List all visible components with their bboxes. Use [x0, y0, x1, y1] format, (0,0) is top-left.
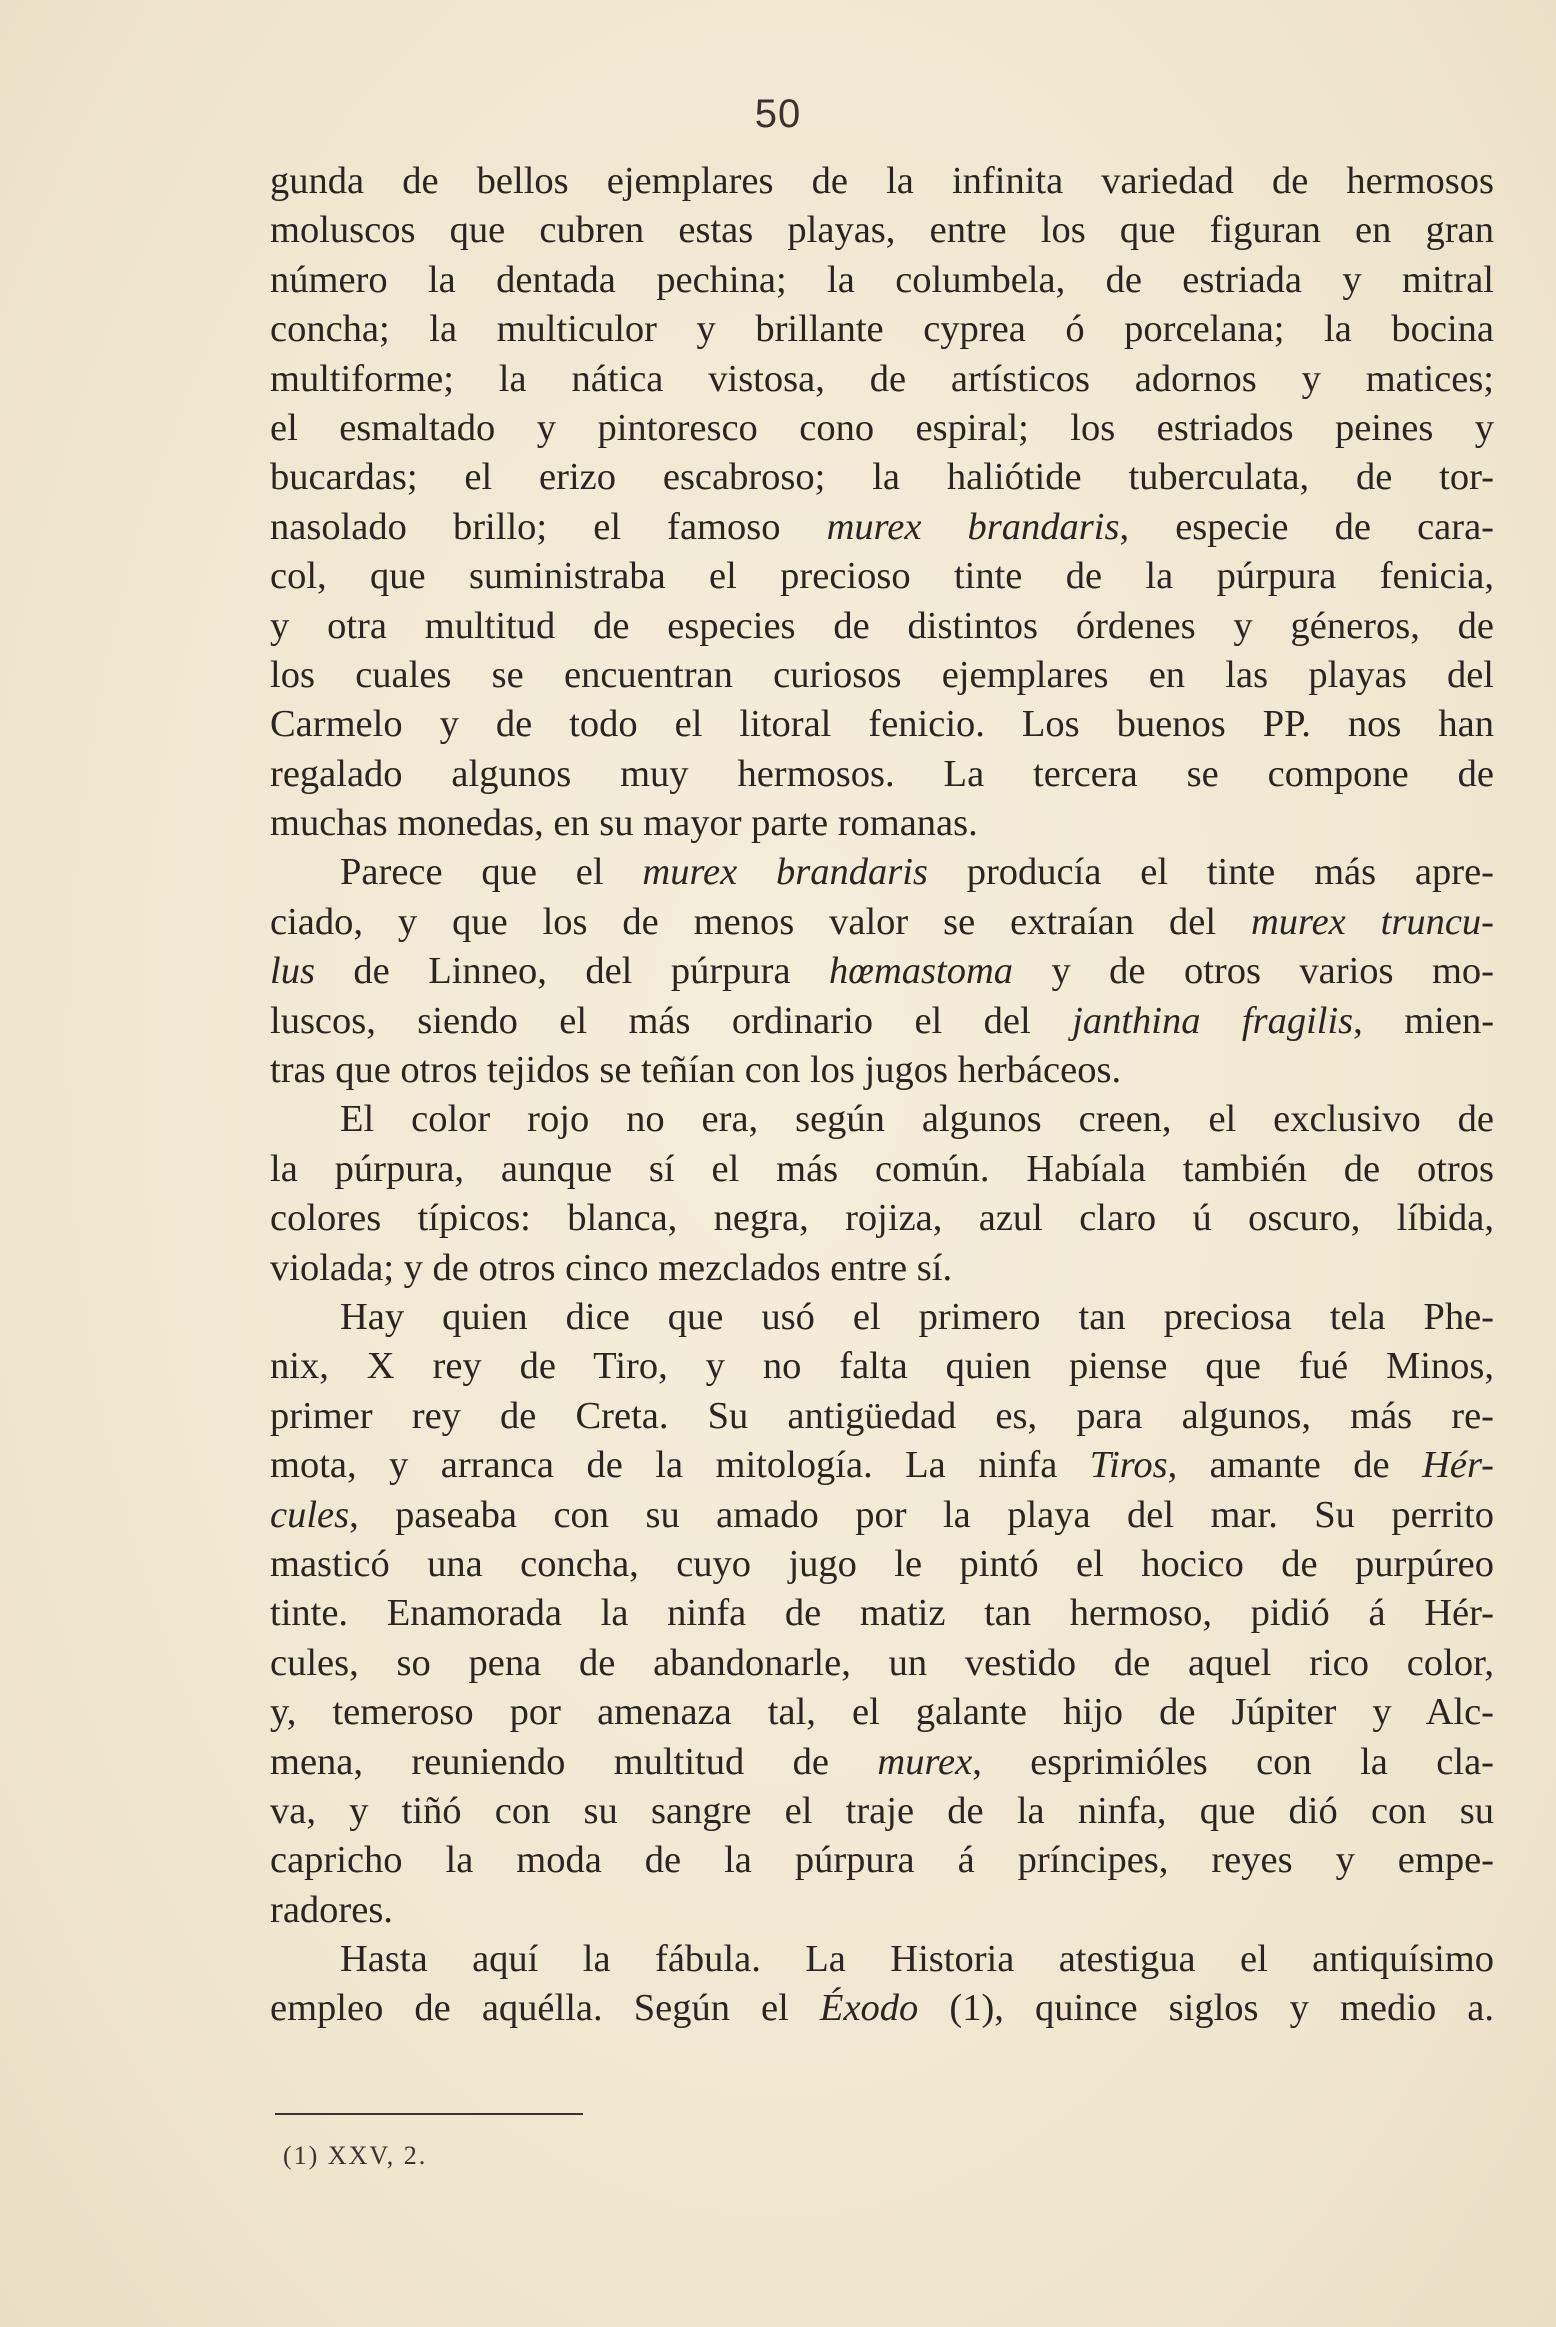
text-run: y otra multitud de especies de distintos órdenes y géneros, de: [270, 604, 1494, 647]
text-run: , paseaba con su amado por la playa del mar. Su perrito: [349, 1493, 1494, 1536]
text-line: [270, 1935, 1494, 1984]
text-line: [270, 997, 1494, 1046]
text-run: El color rojo no era, según algunos creen, el exclusivo de: [340, 1098, 1494, 1141]
text-line: [270, 1787, 1494, 1836]
text-line: [270, 1342, 1494, 1391]
italic-term: lus: [270, 950, 315, 993]
text-line: [270, 1836, 1494, 1885]
text-line: [270, 552, 1494, 601]
text-line: [270, 256, 1494, 305]
text-line: [270, 1688, 1494, 1737]
text-run: va, y tiñó con su sangre el traje de la ninfa, que dió con su: [270, 1789, 1494, 1832]
text-run: colores típicos: blanca, negra, rojiza, azul claro ú oscuro, líbida,: [270, 1197, 1494, 1240]
italic-term: murex brandaris: [826, 505, 1120, 548]
text-run: Parece que el: [340, 851, 643, 894]
footnote-rule: [275, 2113, 583, 2115]
text-line: [270, 947, 1494, 996]
italic-term: Éxodo: [819, 1987, 919, 2030]
text-run: tinte. Enamorada la ninfa de matiz tan hermoso, pidió á Hér-: [270, 1592, 1494, 1635]
text-run: gunda de bellos ejemplares de la infinita variedad de hermosos: [270, 160, 1494, 202]
italic-term: Tiros: [1089, 1444, 1168, 1487]
text-line: [270, 1540, 1494, 1589]
text-line: [270, 206, 1494, 255]
text-line: [270, 651, 1494, 700]
text-run: mota, y arranca de la mitología. La ninfa: [270, 1444, 1090, 1487]
text-run: (1), quince siglos y medio a.: [918, 1987, 1494, 2030]
text-run: masticó una concha, cuyo jugo le pintó el hocico de purpúreo: [270, 1542, 1494, 1585]
text-run: y, temeroso por amenaza tal, el galante hijo de Júpiter y Alc-: [270, 1691, 1494, 1734]
text-line: [270, 1984, 1494, 2033]
footnote: (1) XXV, 2.: [283, 2141, 428, 2170]
text-line: [270, 1244, 1494, 1293]
text-line: [270, 157, 1494, 206]
body-text: [270, 157, 1494, 2034]
text-line: [270, 799, 1494, 848]
text-run: violada; y de otros cinco mezclados entre sí.: [270, 1246, 953, 1289]
text-run: concha; la multiculor y brillante cyprea ó porcelana; la bocina: [270, 308, 1494, 351]
text-run: luscos, siendo el más ordinario el del: [270, 999, 1073, 1042]
text-run: moluscos que cubren estas playas, entre los que figuran en gran: [270, 209, 1494, 252]
text-line: [270, 1392, 1494, 1441]
text-run: multiforme; la nática vistosa, de artísticos adornos y matices;: [270, 357, 1494, 400]
text-line: [270, 453, 1494, 502]
text-run: mena, reuniendo multitud de: [270, 1740, 878, 1783]
text-run: los cuales se encuentran curiosos ejemplares en las playas del: [270, 653, 1494, 696]
text-line: [270, 1639, 1494, 1688]
text-line: [270, 1491, 1494, 1540]
text-line: [270, 848, 1494, 897]
italic-term: murex truncu-: [1250, 900, 1495, 943]
text-line: [270, 1293, 1494, 1342]
text-line: [270, 1194, 1494, 1243]
text-run: Hasta aquí la fábula. La Historia atestigua el antiquísimo: [340, 1938, 1494, 1981]
text-run: producía el tinte más apre-: [927, 851, 1494, 894]
text-run: número la dentada pechina; la columbela, de estriada y mitral: [270, 258, 1494, 301]
text-run: capricho la moda de la púrpura á príncipes, reyes y empe-: [270, 1839, 1494, 1882]
italic-term: hœmastoma: [829, 950, 1013, 993]
text-run: Carmelo y de todo el litoral fenicio. Los buenos PP. nos han: [270, 703, 1494, 746]
text-run: muchas monedas, en su mayor parte romanas.: [270, 802, 978, 845]
text-run: y de otros varios mo-: [1013, 950, 1494, 993]
text-line: [270, 1095, 1494, 1144]
text-line: [270, 700, 1494, 749]
text-run: regalado algunos muy hermosos. La tercera se compone de: [270, 752, 1494, 795]
text-run: nix, X rey de Tiro, y no falta quien piense que fué Minos,: [270, 1345, 1494, 1388]
text-run: , mien-: [1353, 999, 1495, 1042]
text-run: col, que suministraba el precioso tinte de la púrpura fenicia,: [270, 555, 1494, 598]
text-run: tras que otros tejidos se teñían con los jugos herbáceos.: [270, 1049, 1122, 1092]
text-run: cules, so pena de abandonarle, un vestido de aquel rico color,: [270, 1641, 1494, 1684]
text-line: [270, 305, 1494, 354]
text-line: [270, 1046, 1494, 1095]
italic-term: cules: [270, 1493, 350, 1536]
text-line: [270, 1145, 1494, 1194]
text-line: [270, 750, 1494, 799]
italic-term: murex: [877, 1740, 973, 1783]
text-run: de Linneo, del púrpura: [314, 950, 830, 993]
text-run: bucardas; el erizo escabroso; la haliótide tuberculata, de tor-: [270, 456, 1494, 499]
text-line: [270, 1886, 1494, 1935]
text-run: primer rey de Creta. Su antigüedad es, para algunos, más re-: [270, 1394, 1494, 1437]
text-line: [270, 503, 1494, 552]
text-run: ciado, y que los de menos valor se extraían del: [270, 900, 1251, 943]
text-run: radores.: [270, 1888, 393, 1931]
text-run: nasolado brillo; el famoso: [270, 505, 827, 548]
page-number: 50: [754, 92, 802, 136]
italic-term: murex brandaris: [642, 851, 928, 894]
text-run: Hay quien dice que usó el primero tan preciosa tela Phe-: [340, 1295, 1494, 1338]
text-run: , especie de cara-: [1119, 505, 1494, 548]
text-line: [270, 404, 1494, 453]
italic-term: janthina fragilis: [1072, 999, 1354, 1042]
text-run: , amante de: [1167, 1444, 1423, 1487]
text-run: el esmaltado y pintoresco cono espiral; los estriados peines y: [270, 406, 1494, 449]
text-line: [270, 1738, 1494, 1787]
text-line: [270, 355, 1494, 404]
text-run: la púrpura, aunque sí el más común. Habíala también de otros: [270, 1147, 1494, 1190]
text-run: empleo de aquélla. Según el: [270, 1987, 820, 2030]
text-line: [270, 1589, 1494, 1638]
text-line: [270, 1441, 1494, 1490]
italic-term: Hér-: [1422, 1444, 1494, 1487]
text-line: [270, 898, 1494, 947]
text-run: , esprimióles con la cla-: [972, 1740, 1494, 1783]
text-line: [270, 602, 1494, 651]
